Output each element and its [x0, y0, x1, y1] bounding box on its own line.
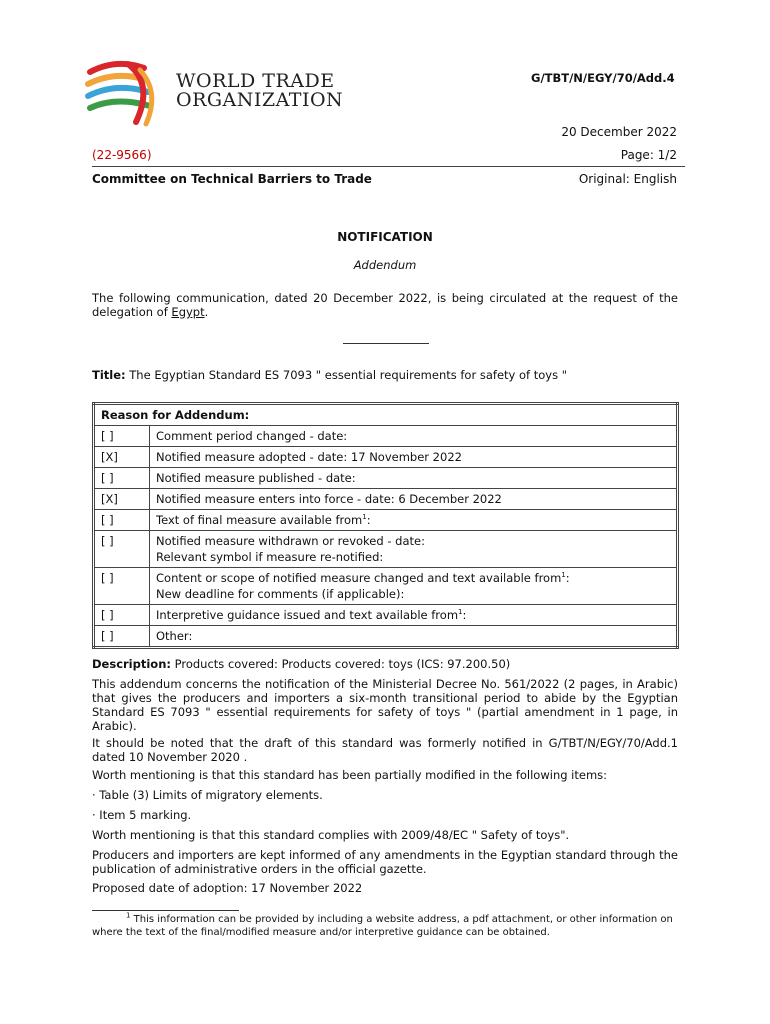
- checkbox-mark: [ ]: [94, 531, 150, 568]
- table-row: [94, 605, 678, 626]
- description-paragraph: Producers and importers are kept informed of any amendments in the Egyptian standard through the publication of administrative orders in the official gazette.: [92, 848, 678, 876]
- description-paragraph: Worth mentioning is that this standard complies with 2009/48/EC " Safety of toys".: [92, 828, 570, 842]
- table-row: [94, 468, 678, 489]
- reason-table: [92, 402, 679, 649]
- checkbox-mark: [ ]: [94, 426, 150, 447]
- table-row: [94, 568, 678, 605]
- intro-paragraph: The following communication, dated 20 December 2022, is being circulated at the request of the delegation of Egypt.: [92, 291, 678, 319]
- section-divider: [343, 343, 429, 344]
- reason-text: Content or scope of notified measure changed and text available from$^1$: New deadline for comments (if applicable):: [150, 568, 678, 605]
- reason-table-header: [94, 404, 678, 426]
- checkbox-mark: [ ]: [94, 510, 150, 531]
- addendum-subheading: Addendum: [353, 258, 417, 272]
- description-paragraph: It should be noted that the draft of this standard was formerly notified in G/TBT/N/EGY/70/Add.1 dated 10 November 2020 .: [92, 736, 678, 764]
- checkbox-mark: [ ]: [94, 605, 150, 626]
- checkbox-mark: [X]: [94, 489, 150, 510]
- org-name-line2: ORGANIZATION: [176, 89, 344, 111]
- reason-text: Notified measure withdrawn or revoked - date: Relevant symbol if measure re-notified:: [150, 531, 678, 568]
- checkbox-mark: [ ]: [94, 568, 150, 605]
- document-symbol: G/TBT/N/EGY/70/Add.4: [531, 71, 675, 85]
- checkbox-mark: [X]: [94, 447, 150, 468]
- title-line: Title: The Egyptian Standard ES 7093 " essential requirements for safety of toys ": [92, 368, 568, 382]
- description-paragraph: This addendum concerns the notification of the Ministerial Decree No. 561/2022 (2 pages, in Arabic) that gives the producers and importers a six-month transitional period to abide by the Egyptian Standard ES 7093 " essential requirements for safety of toys " (partial amendment in 1 page, in Arabic).: [92, 677, 678, 733]
- checkbox-mark: [ ]: [94, 626, 150, 648]
- table-row: [94, 447, 678, 468]
- footnote: $^1$ This information can be provided by including a website address, a pdf attachment, or other information on where the text of the final/modified measure and/or interpretive guidance can be obtained.: [92, 911, 673, 938]
- reason-heading: Reason for Addendum:: [94, 404, 678, 426]
- table-row: [94, 531, 678, 568]
- reason-text: Notified measure adopted - date: 17 November 2022: [150, 447, 678, 468]
- description-paragraph: Proposed date of adoption: 17 November 2022: [92, 881, 363, 895]
- org-name-line1: WORLD TRADE: [176, 70, 335, 92]
- reason-text: Text of final measure available from$^1$:: [150, 510, 678, 531]
- committee-name: Committee on Technical Barriers to Trade: [92, 172, 372, 186]
- notification-heading: NOTIFICATION: [337, 230, 433, 244]
- document-number: (22-9566): [92, 148, 152, 162]
- footnote-divider: [92, 910, 239, 911]
- header-divider: [92, 166, 685, 167]
- checkbox-mark: [ ]: [94, 468, 150, 489]
- reason-text: Notified measure enters into force - date: 6 December 2022: [150, 489, 678, 510]
- wto-emblem-icon: [84, 58, 168, 130]
- reason-text: Interpretive guidance issued and text available from$^1$:: [150, 605, 678, 626]
- page-indicator: Page: 1/2: [620, 148, 677, 162]
- description-paragraph: Worth mentioning is that this standard has been partially modified in the following items:: [92, 768, 608, 782]
- reason-text: Comment period changed - date:: [150, 426, 678, 447]
- document-date: 20 December 2022: [561, 125, 677, 139]
- reason-text: Other:: [150, 626, 678, 648]
- table-row: [94, 510, 678, 531]
- table-row: [94, 426, 678, 447]
- table-row: [94, 489, 678, 510]
- description-paragraph: · Item 5 marking.: [92, 808, 192, 822]
- wto-logo: [84, 58, 344, 130]
- country-name: Egypt: [171, 305, 205, 319]
- reason-text: Notified measure published - date:: [150, 468, 678, 489]
- table-row: [94, 626, 678, 648]
- original-language: Original: English: [578, 172, 677, 186]
- description-lead: Description: Products covered: Products covered: toys (ICS: 97.200.50): [92, 657, 511, 671]
- description-paragraph: · Table (3) Limits of migratory elements.: [92, 788, 323, 802]
